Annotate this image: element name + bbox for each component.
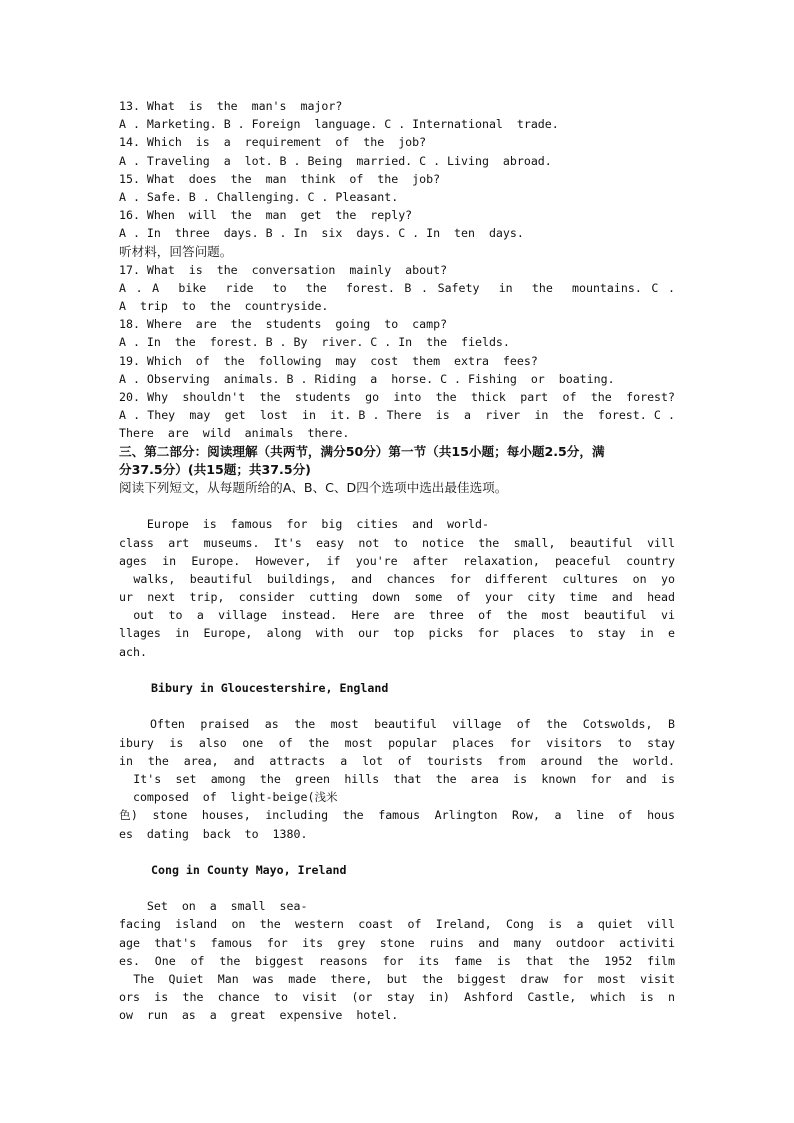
passage-line: class art museums. It's easy not to notice the small, beautiful vill bbox=[119, 535, 675, 550]
question-17-options-line-1: A . A bike ride to the forest. B . Safety in the mountains. C . bbox=[119, 280, 675, 295]
passage-line: ages in Europe. However, if you're after relaxation, peaceful country bbox=[119, 553, 675, 568]
passage-line: ur next trip, consider cutting down some of your city time and head bbox=[119, 590, 675, 605]
passage-line: ibury is also one of the most popular places for visitors to stay bbox=[119, 735, 675, 750]
reading-instruction: 阅读下列短文，从每题所给的A、B、C、D四个选项中选出最佳选项。 bbox=[119, 479, 508, 495]
passage-line: Europe is famous for big cities and world- bbox=[119, 517, 489, 532]
passage-line: composed of light-beige(浅米 bbox=[119, 790, 338, 805]
spacer bbox=[119, 497, 675, 515]
question-16-options: A . In three days. B . In six days. C . In ten days. bbox=[119, 226, 524, 241]
question-19: 19. Which of the following may cost them extra fees? bbox=[119, 353, 538, 368]
passage-line: Often praised as the most beautiful village of the Cotswolds, B bbox=[119, 717, 675, 732]
cong-heading: Cong in County Mayo, Ireland bbox=[151, 862, 347, 877]
question-14: 14. Which is a requirement of the job? bbox=[119, 135, 427, 150]
question-15: 15. What does the man think of the job? bbox=[119, 171, 441, 186]
bibury-heading: Bibury in Gloucestershire, England bbox=[151, 681, 389, 695]
passage-line: es dating back to 1380. bbox=[119, 826, 308, 841]
listening-instruction: 听材料，回答问题。 bbox=[119, 243, 233, 259]
passage-line: It's set among the green hills that the area is known for and is bbox=[119, 771, 675, 786]
passage-line: ow run as a great expensive hotel. bbox=[119, 1008, 399, 1023]
question-17-options-line-2: A trip to the countryside. bbox=[119, 299, 329, 314]
passage-line: The Quiet Man was made there, but the biggest draw for most visit bbox=[119, 972, 675, 986]
question-16: 16. When will the man get the reply? bbox=[119, 208, 413, 223]
spacer bbox=[119, 661, 675, 679]
passage-line: facing island on the western coast of Ireland, Cong is a quiet vill bbox=[119, 917, 675, 932]
passage-line: out to a village instead. Here are three of the most beautiful vi bbox=[119, 608, 675, 623]
passage-line: walks, beautiful buildings, and chances for different cultures on yo bbox=[119, 571, 675, 586]
spacer bbox=[119, 879, 675, 897]
passage-line: in the area, and attracts a lot of tourists from around the world. bbox=[119, 753, 675, 768]
question-20-line-3: There are wild animals there. bbox=[119, 426, 350, 441]
spacer bbox=[119, 843, 675, 861]
cong-paragraph bbox=[119, 897, 675, 1024]
question-18: 18. Where are the students going to camp? bbox=[119, 317, 448, 332]
question-17: 17. What is the conversation mainly about? bbox=[119, 262, 448, 277]
part-two-heading-line-2: 分37.5分）(共15题；共37.5分) bbox=[119, 461, 311, 477]
passage-line: ors is the chance to visit (or stay in) Ashford Castle, which is n bbox=[119, 990, 675, 1005]
passage-line: es. One of the biggest reasons for its fame is that the 1952 film bbox=[119, 953, 675, 968]
passage-line: age that's famous for its grey stone ruins and many outdoor activiti bbox=[119, 935, 675, 950]
document-page bbox=[119, 97, 675, 1025]
spacer bbox=[119, 697, 675, 715]
question-20-line-1: 20. Why shouldn't the students go into the thick part of the forest? bbox=[119, 390, 675, 404]
question-13: 13. What is the man's major? bbox=[119, 99, 343, 113]
question-13-options: A . Marketing. B . Foreign language. C . International trade. bbox=[119, 117, 559, 132]
part-two-heading-line-1: 三、第二部分：阅读理解（共两节，满分50分）第一节（共15小题；每小题2.5分，满 bbox=[119, 443, 605, 459]
passage-intro bbox=[119, 515, 675, 661]
bibury-paragraph bbox=[119, 715, 675, 842]
question-19-options: A . Observing animals. B . Riding a horse. C . Fishing or boating. bbox=[119, 371, 615, 386]
passage-line: llages in Europe, along with our top picks for places to stay in e bbox=[119, 626, 675, 641]
passage-line: ach. bbox=[119, 644, 147, 659]
question-20-line-2: A . They may get lost in it. B . There is a river in the forest. C . bbox=[119, 408, 675, 423]
question-15-options: A . Safe. B . Challenging. C . Pleasant. bbox=[119, 189, 399, 204]
question-18-options: A . In the forest. B . By river. C . In the fields. bbox=[119, 335, 510, 350]
question-14-options: A . Traveling a lot. B . Being married. C . Living abroad. bbox=[119, 153, 552, 168]
passage-line: 色) stone houses, including the famous Arlington Row, a line of hous bbox=[119, 808, 675, 823]
passage-line: Set on a small sea- bbox=[119, 899, 308, 914]
